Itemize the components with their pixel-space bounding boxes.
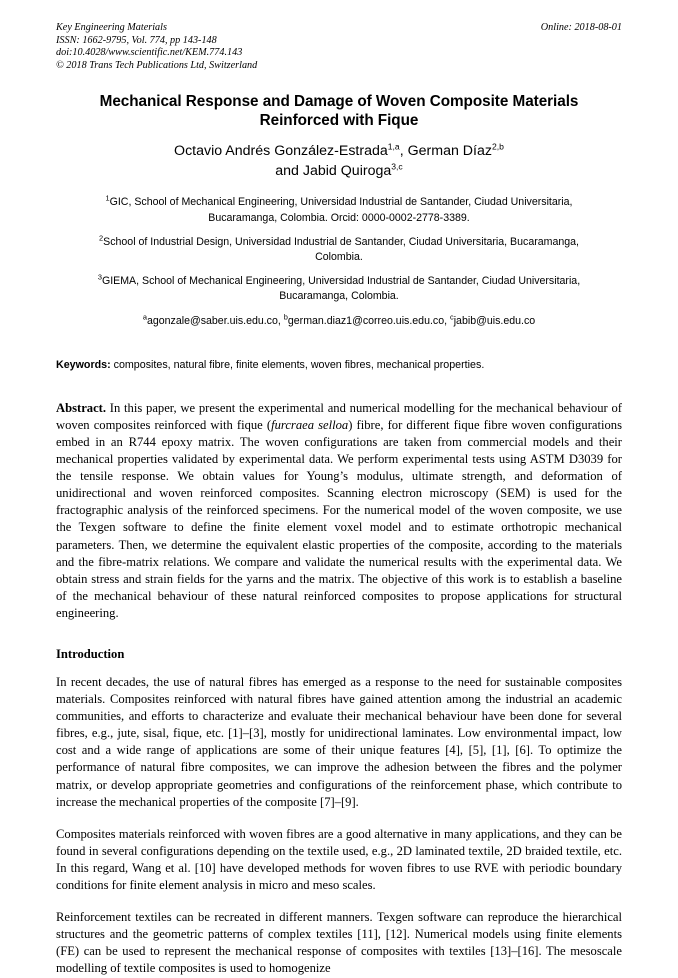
author-conjunction: and [275,162,303,179]
page-title: Mechanical Response and Damage of Woven Composite Materials Reinforced with Fique [99,93,579,130]
keywords-label: Keywords: [56,358,111,371]
affiliation-item [84,195,594,225]
abstract-text-part2: ) fibre, for different fique fibre woven configurations embed in an R744 epoxy matrix. The woven configurations are taken from commercial models and their mechanical properties validated by experimental data. We perform experimental tests using ASTM D3039 for the tensile response. We obtain values for Young’s modulus, ultimate strength, and deformation of unidirectional and woven reinforced composites. Scanning electron microscopy (SEM) is used for the fractographic analysis of the reinforced specimens. For the numerical model of the woven composite, we use the Texgen software to define the finite element voxel model and to estimate orthotropic mechanical parameters. Then, we determine the equivalent elastic properties of the composite, according to the materials and the fibre-matrix relations. We compare and validate the numerical results with the experimental data. We obtain stress and strain fields for the yarns and the matrix. The objective of this work is to establish a baseline of the mechanical behaviour of these natural reinforced composites to propose applications for structural engineering. [56,417,623,620]
abstract-text-part1: In this paper, we present the experimental and numerical modelling for the mechanical behaviour of woven composites reinforced with fique ( [56,400,622,432]
affiliation-list [84,195,594,304]
affiliation-marker: 3 [97,272,102,282]
introduction-paragraph-1: In recent decades, the use of natural fibres has emerged as a response to the need for sustainable composites materials. Composites reinforced with natural fibres have gained attention among the industrial an academic communities, and efforts to characterize and evaluate their mechanical behaviour have been done for several fibres, e.g., jute, sisal, fique, etc. [1]–[3], mostly for unidirectional laminates. Low environmental impact, low cost and a wide range of applications are some of their unique features [4], [5], [1], [6]. To optimize the performance of natural fibre composites, we can improve the adhesion between the fibres and the polymer matrix, or develop appropriate geometries and configurations of the reinforcement phase, which contribute to increase the mechanical properties of the composite [7]–[9]. [56,675,622,809]
abstract-species-name: furcraea selloa [271,417,349,432]
introduction-paragraph-2: Composites materials reinforced with woven fibres are a good alternative in many applications, and they can be found in several configurations depending on the textile used, e.g., 2D laminated textile, 2D braided textile, etc. In this regard, Wang et al. [10] have developed methods for woven fibres to use RVE with periodic boundary conditions for finite element analysis in micro and meso scales. [56,826,622,893]
affiliation-text: GIC, School of Mechanical Engineering, Universidad Industrial de Santander, Ciudad Universitaria, Bucaramanga, Colombia. Orcid: 0000-0002-2778-3389. [109,196,573,224]
journal-header [56,22,622,72]
journal-name: Key Engineering Materials [56,22,167,33]
journal-issn-volume: ISSN: 1662-9795, Vol. 774, pp 143-148 [56,34,217,46]
affiliation-item [84,274,594,304]
abstract-section [56,400,622,622]
section-heading-introduction: Introduction [56,647,125,662]
author-affil-marker-2: 2,b [491,141,504,152]
email-address-c[interactable]: jabib@uis.edu.co [453,314,536,327]
abstract-label: Abstract. [56,400,107,415]
journal-copyright: © 2018 Trans Tech Publications Ltd, Switzerland [56,59,258,71]
affiliation-text: GIEMA, School of Mechanical Engineering, Universidad Industrial de Santander, Ciudad Universitaria, Bucaramanga, Colombia. [101,275,581,303]
email-separator-b: , [444,314,450,327]
email-marker-b: b [283,312,288,322]
author-email-list [56,314,622,329]
email-marker-a: a [142,312,147,322]
affiliation-text: School of Industrial Design, Universidad Industrial de Santander, Ciudad Universitaria, Bucaramanga, Colombia. [103,235,579,263]
author-separator-1: , [399,143,408,160]
affiliation-item [84,235,594,265]
email-address-a[interactable]: agonzale@saber.uis.edu.co [146,314,278,327]
online-date: Online: 2018-08-01 [540,22,622,33]
keywords-text: composites, natural fibre, finite elements, woven fibres, mechanical properties. [110,358,485,371]
author-list [66,142,612,181]
email-marker-c: c [450,312,454,322]
author-name-2: German Díaz [407,143,492,160]
author-name-3: Jabid Quiroga [302,162,392,179]
email-separator-a: , [277,314,284,327]
introduction-paragraph-3: Reinforcement textiles can be recreated in different manners. Texgen software can reproduce the hierarchical structures and the geometric patterns of complex textiles [11], [12]. Numerical models using finite elements (FE) can be used to represent the mechanical response of composites with textiles [13]–[16]. The mesoscale modelling of textile composites is used to homogenize [56,910,622,976]
author-affil-marker-1: 1,a [387,141,400,152]
journal-doi: doi:10.4028/www.scientific.net/KEM.774.143 [56,47,243,59]
affiliation-marker: 1 [105,193,110,203]
keywords-section [56,358,622,373]
author-affil-marker-3: 3,c [391,161,403,172]
affiliation-marker: 2 [99,233,104,243]
email-address-b[interactable]: german.diaz1@correo.uis.edu.co [287,314,445,327]
author-name-1: Octavio Andrés González-Estrada [174,143,388,160]
